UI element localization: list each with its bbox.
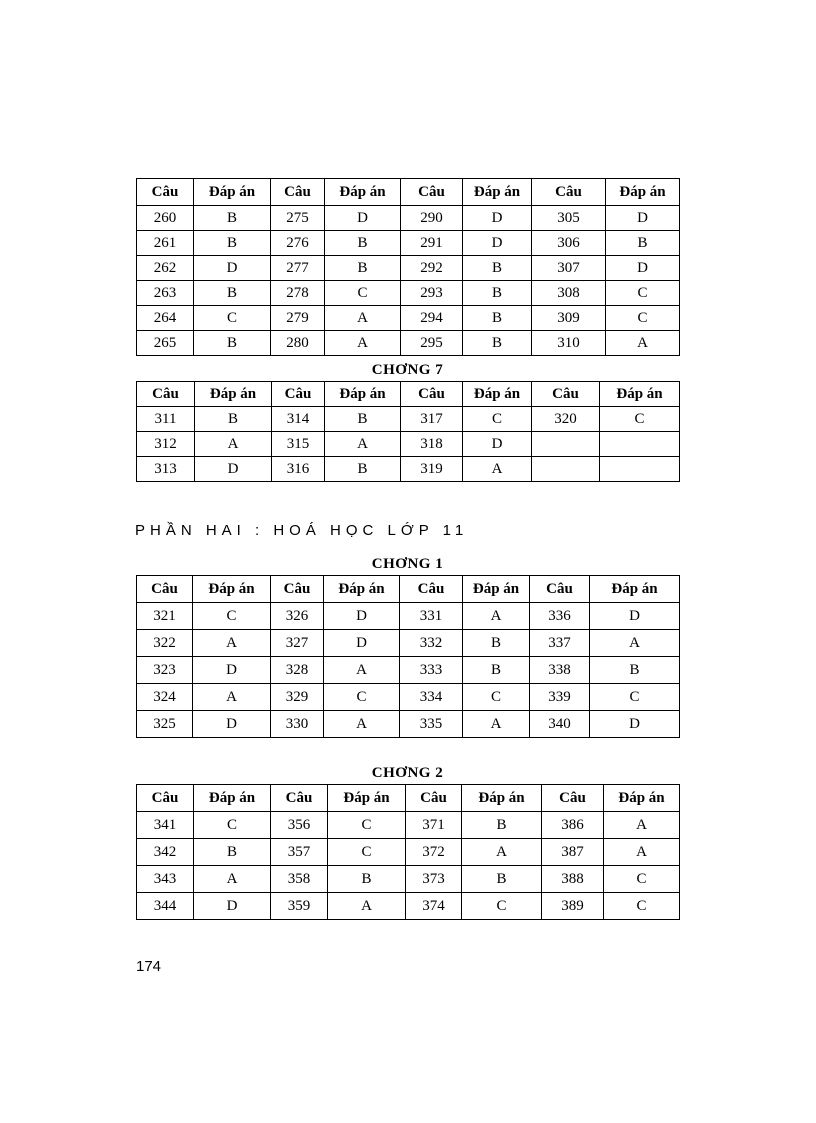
header-dap-an: Đáp án: [600, 382, 680, 407]
answer-cell: C: [604, 866, 680, 893]
question-number-cell: 292: [401, 256, 463, 281]
answer-cell: C: [328, 812, 406, 839]
question-number-cell: 311: [137, 407, 195, 432]
question-number-cell: 328: [271, 657, 324, 684]
question-number-cell: 373: [406, 866, 462, 893]
answer-cell: C: [462, 893, 542, 920]
answer-cell: B: [462, 866, 542, 893]
answer-cell: D: [590, 711, 680, 738]
question-number-cell: 340: [530, 711, 590, 738]
answer-cell: A: [193, 684, 271, 711]
answer-cell: A: [325, 432, 401, 457]
header-dap-an: Đáp án: [325, 382, 401, 407]
question-number-cell: 305: [532, 206, 606, 231]
question-number-cell: 331: [400, 603, 463, 630]
answer-cell: A: [463, 603, 530, 630]
header-dap-an: Đáp án: [590, 576, 680, 603]
answer-cell: A: [604, 812, 680, 839]
table-row: [137, 866, 680, 893]
question-number-cell: 312: [137, 432, 195, 457]
answer-cell: A: [462, 839, 542, 866]
answer-cell: D: [325, 206, 401, 231]
table-row: [137, 407, 680, 432]
question-number-cell: 295: [401, 331, 463, 356]
question-number-cell: 341: [137, 812, 194, 839]
table-row: [137, 684, 680, 711]
question-number-cell: [532, 432, 600, 457]
header-dap-an: Đáp án: [194, 179, 271, 206]
answer-cell: C: [194, 812, 271, 839]
question-number-cell: 264: [137, 306, 194, 331]
question-number-cell: 334: [400, 684, 463, 711]
chapter-2-title: CHƠNG 2: [371, 765, 444, 781]
answer-cell: [600, 432, 680, 457]
question-number-cell: 386: [542, 812, 604, 839]
header-dap-an: Đáp án: [328, 785, 406, 812]
answer-cell: A: [193, 630, 271, 657]
header-cau: Câu: [401, 179, 463, 206]
header-cau: Câu: [137, 382, 195, 407]
answer-table-3: [136, 575, 680, 738]
answer-cell: D: [193, 711, 271, 738]
answer-cell: B: [463, 657, 530, 684]
question-number-cell: 322: [137, 630, 193, 657]
answer-cell: B: [325, 256, 401, 281]
answer-cell: A: [325, 331, 401, 356]
header-cau: Câu: [271, 576, 324, 603]
answer-cell: C: [600, 407, 680, 432]
question-number-cell: 314: [272, 407, 325, 432]
header-cau: Câu: [532, 179, 606, 206]
header-cau: Câu: [137, 785, 194, 812]
question-number-cell: 343: [137, 866, 194, 893]
answer-cell: A: [463, 457, 532, 482]
question-number-cell: 342: [137, 839, 194, 866]
answer-cell: A: [590, 630, 680, 657]
answer-cell: B: [325, 407, 401, 432]
answer-cell: B: [195, 407, 272, 432]
question-number-cell: 260: [137, 206, 194, 231]
question-number-cell: 371: [406, 812, 462, 839]
answer-cell: B: [194, 206, 271, 231]
answer-cell: B: [606, 231, 680, 256]
question-number-cell: 329: [271, 684, 324, 711]
answer-cell: B: [194, 281, 271, 306]
question-number-cell: 306: [532, 231, 606, 256]
question-number-cell: 357: [271, 839, 328, 866]
answer-cell: D: [463, 432, 532, 457]
question-number-cell: 332: [400, 630, 463, 657]
question-number-cell: 265: [137, 331, 194, 356]
header-dap-an: Đáp án: [193, 576, 271, 603]
question-number-cell: 356: [271, 812, 328, 839]
table-row: [137, 893, 680, 920]
answer-cell: B: [463, 256, 532, 281]
question-number-cell: 313: [137, 457, 195, 482]
question-number-cell: 307: [532, 256, 606, 281]
answer-table-2: [136, 381, 680, 482]
question-number-cell: 358: [271, 866, 328, 893]
page-number: 174: [136, 958, 162, 975]
answer-cell: B: [463, 331, 532, 356]
table-row: [137, 281, 680, 306]
question-number-cell: 310: [532, 331, 606, 356]
question-number-cell: 316: [272, 457, 325, 482]
answer-cell: C: [463, 684, 530, 711]
answer-cell: B: [462, 812, 542, 839]
question-number-cell: 321: [137, 603, 193, 630]
question-number-cell: 294: [401, 306, 463, 331]
question-number-cell: 336: [530, 603, 590, 630]
answer-cell: B: [325, 457, 401, 482]
header-cau: Câu: [542, 785, 604, 812]
answer-cell: D: [324, 603, 400, 630]
question-number-cell: 339: [530, 684, 590, 711]
question-number-cell: 279: [271, 306, 325, 331]
question-number-cell: 387: [542, 839, 604, 866]
answer-cell: C: [590, 684, 680, 711]
header-dap-an: Đáp án: [195, 382, 272, 407]
question-number-cell: 388: [542, 866, 604, 893]
table-row: [137, 331, 680, 356]
header-dap-an: Đáp án: [463, 576, 530, 603]
answer-cell: A: [604, 839, 680, 866]
answer-cell: C: [463, 407, 532, 432]
question-number-cell: 318: [401, 432, 463, 457]
answer-cell: D: [606, 256, 680, 281]
answer-cell: C: [324, 684, 400, 711]
question-number-cell: 335: [400, 711, 463, 738]
question-number-cell: 359: [271, 893, 328, 920]
question-number-cell: 320: [532, 407, 600, 432]
question-number-cell: 308: [532, 281, 606, 306]
answer-cell: B: [463, 306, 532, 331]
header-cau: Câu: [271, 179, 325, 206]
question-number-cell: 263: [137, 281, 194, 306]
header-dap-an: Đáp án: [463, 179, 532, 206]
question-number-cell: 325: [137, 711, 193, 738]
table-row: [137, 711, 680, 738]
header-cau: Câu: [272, 382, 325, 407]
header-cau: Câu: [406, 785, 462, 812]
question-number-cell: 330: [271, 711, 324, 738]
header-dap-an: Đáp án: [325, 179, 401, 206]
answer-cell: A: [463, 711, 530, 738]
part-title: PHẦN HAI : HOÁ HỌC LỚP 11: [135, 522, 469, 539]
answer-cell: A: [195, 432, 272, 457]
answer-table-4: [136, 784, 680, 920]
header-cau: Câu: [532, 382, 600, 407]
question-number-cell: 389: [542, 893, 604, 920]
question-number-cell: 275: [271, 206, 325, 231]
answer-cell: A: [324, 711, 400, 738]
question-number-cell: 261: [137, 231, 194, 256]
question-number-cell: 324: [137, 684, 193, 711]
answer-cell: D: [606, 206, 680, 231]
chapter-1-title: CHƠNG 1: [371, 556, 444, 572]
answer-cell: C: [194, 306, 271, 331]
table-row: [137, 630, 680, 657]
answer-cell: C: [328, 839, 406, 866]
table-row: [137, 256, 680, 281]
question-number-cell: 277: [271, 256, 325, 281]
answer-cell: D: [463, 206, 532, 231]
question-number-cell: 262: [137, 256, 194, 281]
header-dap-an: Đáp án: [324, 576, 400, 603]
answer-cell: D: [195, 457, 272, 482]
answer-cell: B: [194, 331, 271, 356]
answer-cell: B: [194, 231, 271, 256]
answer-cell: C: [325, 281, 401, 306]
answer-cell: B: [463, 281, 532, 306]
answer-cell: A: [194, 866, 271, 893]
question-number-cell: 293: [401, 281, 463, 306]
table-row: [137, 603, 680, 630]
question-number-cell: 291: [401, 231, 463, 256]
answer-cell: B: [194, 839, 271, 866]
question-number-cell: 319: [401, 457, 463, 482]
answer-cell: A: [324, 657, 400, 684]
question-number-cell: 280: [271, 331, 325, 356]
question-number-cell: [532, 457, 600, 482]
table-row: [137, 231, 680, 256]
question-number-cell: 278: [271, 281, 325, 306]
answer-cell: B: [463, 630, 530, 657]
question-number-cell: 309: [532, 306, 606, 331]
table-row: [137, 432, 680, 457]
question-number-cell: 276: [271, 231, 325, 256]
question-number-cell: 337: [530, 630, 590, 657]
question-number-cell: 372: [406, 839, 462, 866]
answer-cell: A: [328, 893, 406, 920]
header-cau: Câu: [530, 576, 590, 603]
question-number-cell: 290: [401, 206, 463, 231]
answer-cell: D: [194, 893, 271, 920]
question-number-cell: 327: [271, 630, 324, 657]
question-number-cell: 338: [530, 657, 590, 684]
table-row: [137, 839, 680, 866]
table-row: [137, 206, 680, 231]
header-dap-an: Đáp án: [604, 785, 680, 812]
question-number-cell: 344: [137, 893, 194, 920]
table-row: [137, 812, 680, 839]
table-row: [137, 657, 680, 684]
question-number-cell: 326: [271, 603, 324, 630]
header-cau: Câu: [137, 576, 193, 603]
question-number-cell: 317: [401, 407, 463, 432]
header-cau: Câu: [401, 382, 463, 407]
answer-cell: B: [325, 231, 401, 256]
chapter-7-title: CHƠNG 7: [371, 362, 444, 378]
answer-cell: D: [193, 657, 271, 684]
answer-cell: A: [325, 306, 401, 331]
answer-cell: B: [590, 657, 680, 684]
table-row: [137, 457, 680, 482]
answer-cell: D: [463, 231, 532, 256]
question-number-cell: 374: [406, 893, 462, 920]
question-number-cell: 315: [272, 432, 325, 457]
header-dap-an: Đáp án: [462, 785, 542, 812]
table-row: [137, 306, 680, 331]
header-dap-an: Đáp án: [463, 382, 532, 407]
answer-cell: C: [604, 893, 680, 920]
header-dap-an: Đáp án: [606, 179, 680, 206]
answer-table-1: [136, 178, 680, 356]
answer-cell: D: [590, 603, 680, 630]
header-cau: Câu: [137, 179, 194, 206]
question-number-cell: 323: [137, 657, 193, 684]
answer-cell: C: [606, 306, 680, 331]
question-number-cell: 333: [400, 657, 463, 684]
answer-cell: C: [606, 281, 680, 306]
answer-cell: D: [324, 630, 400, 657]
answer-cell: C: [193, 603, 271, 630]
header-dap-an: Đáp án: [194, 785, 271, 812]
header-cau: Câu: [400, 576, 463, 603]
answer-cell: [600, 457, 680, 482]
answer-cell: A: [606, 331, 680, 356]
answer-cell: B: [328, 866, 406, 893]
header-cau: Câu: [271, 785, 328, 812]
answer-cell: D: [194, 256, 271, 281]
